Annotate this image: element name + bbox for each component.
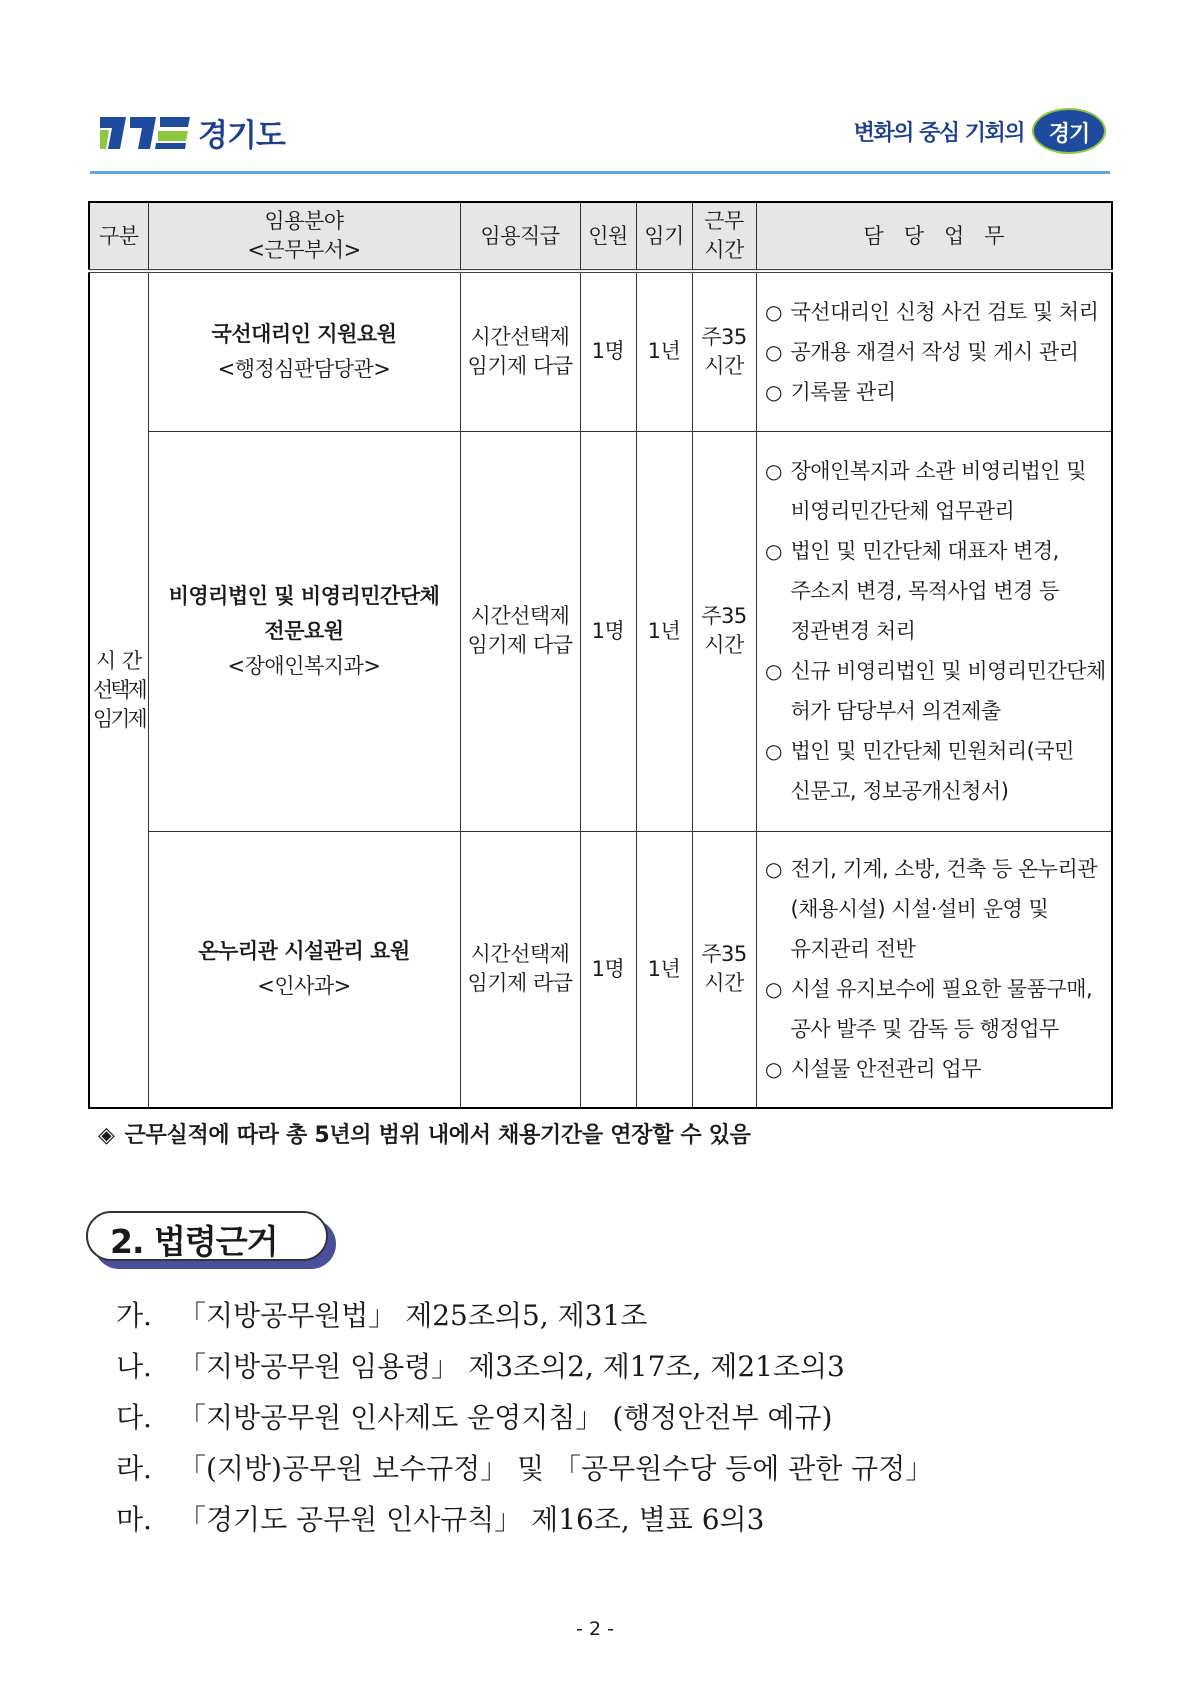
list-item: 라. 「(지방)공무원 보수규정」 및 「공무원수당 등에 관한 규정」	[116, 1452, 934, 1485]
duties-cell	[756, 831, 1112, 1108]
duty-item: ○ 공개용 재결서 작성 및 게시 관리	[765, 339, 1079, 364]
duty-item: ○ 법인 및 민간단체 민원처리(국민 신문고, 정보공개신청서)	[765, 739, 1074, 803]
section-title: 2. 법령근거	[110, 1222, 278, 1261]
header-headcount: 인원	[580, 202, 636, 271]
legal-basis-list	[116, 1290, 933, 1545]
duties-cell	[756, 271, 1112, 431]
category-cell: 시 간 선택제 임기제	[89, 271, 148, 1108]
gyeonggi-emblem-icon	[100, 113, 192, 153]
field-cell: 국선대리인 지원요원 <행정심판담당관>	[148, 271, 460, 431]
headcount-cell: 1명	[580, 271, 636, 431]
duty-item: ○ 신규 비영리법인 및 비영리민간단체 허가 담당부서 의견제출	[765, 659, 1106, 723]
header-term: 임기	[636, 202, 692, 271]
hours-cell: 주35 시간	[692, 271, 756, 431]
list-item: 나. 「지방공무원 임용령」 제3조의2, 제17조, 제21조의3	[116, 1350, 845, 1383]
page-number: - 2 -	[576, 1618, 614, 1640]
rank-cell: 시간선택제 임기제 다급	[460, 271, 580, 431]
diamond-icon: ◈	[98, 1123, 115, 1148]
duty-item: ○ 전기, 기계, 소방, 건축 등 온누리관 (채용시설) 시설·설비 운영 및 유지관리 전반	[765, 857, 1098, 962]
term-cell: 1년	[636, 431, 692, 831]
recruitment-table	[88, 201, 1113, 1109]
duty-item: ○ 장애인복지과 소관 비영리법인 및 비영리민간단체 업무관리	[765, 459, 1087, 523]
field-cell: 비영리법인 및 비영리민간단체 전문요원 <장애인복지과>	[148, 431, 460, 831]
duty-item: ○ 시설물 안전관리 업무	[765, 1057, 981, 1082]
duty-item: ○ 법인 및 민간단체 대표자 변경, 주소지 변경, 목적사업 변경 등 정관변경 처리	[765, 539, 1059, 643]
header-category: 구분	[89, 202, 148, 271]
slogan-badge-label: 경기	[1048, 122, 1090, 147]
hours-cell: 주35 시간	[692, 431, 756, 831]
table-row	[89, 831, 1112, 1108]
term-cell: 1년	[636, 271, 692, 431]
rank-cell: 시간선택제 임기제 라급	[460, 831, 580, 1108]
slogan-text: 변화의 중심 기회의	[853, 120, 1024, 146]
extension-note-text: 근무실적에 따라 총 5년의 범위 내에서 채용기간을 연장할 수 있음	[124, 1123, 751, 1148]
header-hours: 근무 시간	[692, 202, 756, 271]
table-row	[89, 271, 1112, 431]
duty-item: ○ 국선대리인 신청 사건 검토 및 처리	[765, 299, 1099, 324]
header-divider	[90, 171, 1110, 174]
table-row	[89, 431, 1112, 831]
duties-cell	[756, 431, 1112, 831]
extension-note	[98, 1118, 751, 1149]
duty-item: ○ 시설 유지보수에 필요한 물품구매, 공사 발주 및 감독 등 행정업무	[765, 977, 1093, 1042]
hours-cell: 주35 시간	[692, 831, 756, 1108]
gyeonggi-logo	[100, 110, 285, 155]
slogan	[854, 106, 1110, 156]
slogan-badge	[1028, 106, 1110, 156]
headcount-cell: 1명	[580, 831, 636, 1108]
table-header-row	[89, 202, 1112, 271]
section-heading	[86, 1211, 336, 1269]
headcount-cell: 1명	[580, 431, 636, 831]
term-cell: 1년	[636, 831, 692, 1108]
rank-cell: 시간선택제 임기제 다급	[460, 431, 580, 831]
header-field: 임용분야 <근무부서>	[148, 202, 460, 271]
list-item: 마. 「경기도 공무원 인사규칙」 제16조, 별표 6의3	[116, 1503, 765, 1536]
list-item: 가. 「지방공무원법」 제25조의5, 제31조	[116, 1299, 648, 1332]
field-cell: 온누리관 시설관리 요원 <인사과>	[148, 831, 460, 1108]
header-rank: 임용직급	[460, 202, 580, 271]
header-duties: 담 당 업 무	[756, 202, 1112, 271]
duty-item: ○ 기록물 관리	[765, 379, 896, 404]
org-name: 경기도	[198, 118, 285, 154]
list-item: 다. 「지방공무원 인사제도 운영지침」 (행정안전부 예규)	[116, 1401, 833, 1434]
